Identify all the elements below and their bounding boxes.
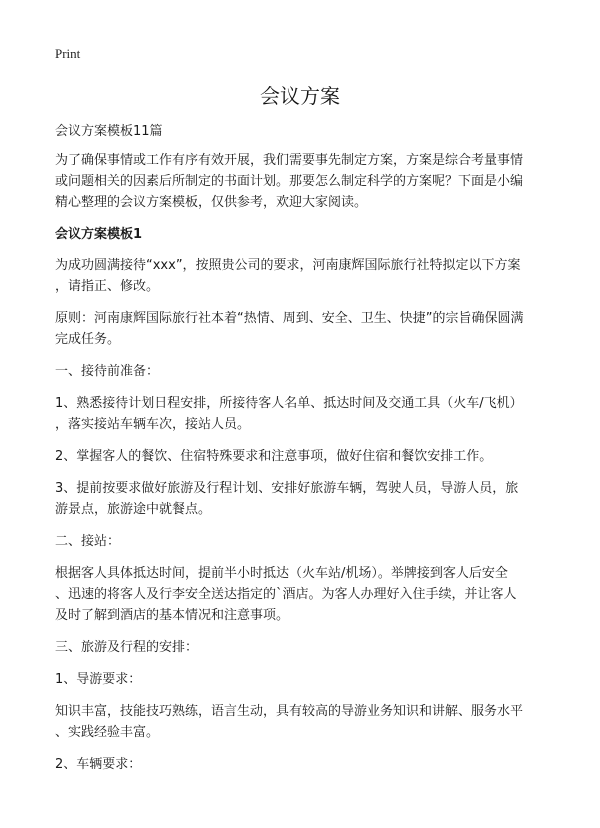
- intro-line: 精心整理的会议方案模板，仅供参考，欢迎大家阅读。: [55, 195, 368, 210]
- paragraph-line: 及时了解到酒店的基本情况和注意事项。: [55, 608, 290, 623]
- intro-paragraph: [55, 150, 550, 213]
- paragraph-line: 三、旅游及行程的安排：: [55, 640, 199, 655]
- paragraph-line: 根据客人具体抵达时间，提前半小时抵达（火车站/机场）。举牌接到客人后安全: [55, 566, 508, 581]
- paragraph: [55, 255, 550, 297]
- document-subtitle: 会议方案模板11篇: [55, 124, 163, 139]
- intro-line: 为了确保事情或工作有序有效开展，我们需要事先制定方案，方案是综合考量事情: [55, 153, 524, 168]
- paragraph-line: 为成功圆满接待“xxx”，按照贵公司的要求，河南康辉国际旅行社特拟定以下方案: [55, 258, 521, 273]
- paragraph-line: 原则：河南康辉国际旅行社本着“热情、周到、安全、卫生、快捷”的宗旨确保圆满: [55, 311, 524, 326]
- heading-preparation: [55, 361, 550, 382]
- paragraph-line: 2、车辆要求：: [55, 757, 142, 772]
- paragraph-line: ，请指正、修改。: [55, 279, 160, 294]
- heading-vehicle-requirements: [55, 754, 550, 775]
- paragraph: [55, 563, 550, 626]
- document-body: [55, 121, 550, 786]
- paragraph: [55, 308, 550, 350]
- intro-line: 或问题相关的因素后所制定的书面计划。那要怎么制定科学的方案呢？下面是小编: [55, 174, 524, 189]
- paragraph-line: 3、提前按要求做好旅游及行程计划、安排好旅游车辆，驾驶人员，导游人员，旅: [55, 481, 519, 496]
- paragraph-line: 1、熟悉接待计划日程安排，所接待客人名单、抵达时间及交通工具（火车/飞机）: [55, 396, 523, 411]
- paragraph: [55, 701, 550, 743]
- paragraph-line: 二、接站：: [55, 534, 121, 549]
- paragraph-line: 游景点，旅游途中就餐点。: [55, 502, 212, 517]
- paragraph: [55, 393, 550, 435]
- heading-guide-requirements: [55, 669, 550, 690]
- paragraph-line: 、迅速的将客人及行李安全送达指定的`酒店。为客人办理好入住手续，并让客人: [55, 587, 517, 602]
- print-link[interactable]: Print: [55, 46, 81, 61]
- paragraph-line: 一、接待前准备：: [55, 364, 160, 379]
- paragraph-line: 、实践经验丰富。: [55, 725, 160, 740]
- paragraph: [55, 478, 550, 520]
- paragraph-line: 1、导游要求：: [55, 672, 142, 687]
- paragraph-line: 完成任务。: [55, 332, 121, 347]
- section-title: 会议方案模板1: [55, 227, 143, 242]
- paragraph: [55, 446, 550, 467]
- paragraph-line: 2、掌握客人的餐饮、住宿特殊要求和注意事项，做好住宿和餐饮安排工作。: [55, 449, 493, 464]
- heading-pickup: [55, 531, 550, 552]
- heading-itinerary: [55, 637, 550, 658]
- paragraph-line: ，落实接站车辆车次，接站人员。: [55, 417, 251, 432]
- paragraph-line: 知识丰富，技能技巧熟练，语言生动，具有较高的导游业务知识和讲解、服务水平: [55, 704, 524, 719]
- document-title: 会议方案: [260, 84, 340, 108]
